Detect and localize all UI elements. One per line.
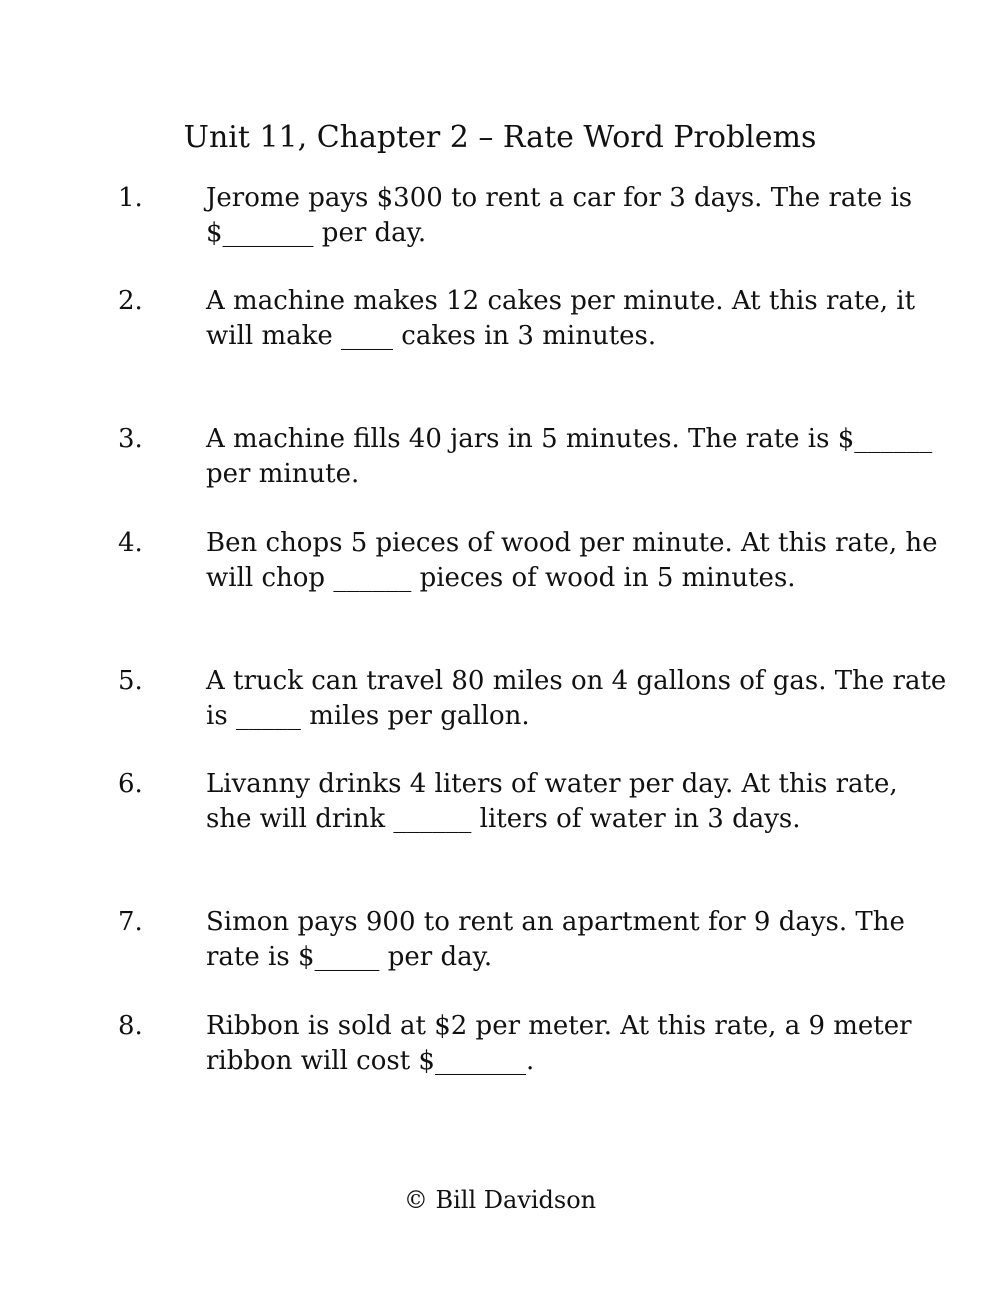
problem-line: per minute.: [206, 459, 360, 489]
problem-line: is _____ miles per gallon.: [206, 701, 530, 731]
problem-number: 2.: [118, 286, 143, 316]
problem-line: will make ____ cakes in 3 minutes.: [206, 321, 657, 351]
problem-number: 3.: [118, 424, 143, 454]
problem-line: A machine fills 40 jars in 5 minutes. The rate is $______: [206, 424, 933, 454]
problem-text: [206, 767, 946, 837]
problem-line: Livanny drinks 4 liters of water per day. At this rate,: [206, 769, 898, 799]
problem-text: [206, 905, 946, 975]
problem-line: will chop ______ pieces of wood in 5 minutes.: [206, 563, 796, 593]
problem-number: 5.: [118, 666, 143, 696]
problem-text: [206, 1009, 946, 1079]
problem-text: [206, 422, 946, 492]
problem-number: 8.: [118, 1011, 143, 1041]
problem-number: 1.: [118, 183, 143, 213]
copyright-footer: © Bill Davidson: [403, 1186, 597, 1214]
problem-line: $_______ per day.: [206, 218, 427, 248]
problem-text: [206, 664, 946, 734]
problem-line: Simon pays 900 to rent an apartment for 9 days. The: [206, 907, 905, 937]
problem-number: 4.: [118, 528, 143, 558]
problem-text: [206, 181, 946, 251]
problem-number: 6.: [118, 769, 143, 799]
page-title: Unit 11, Chapter 2 – Rate Word Problems: [183, 120, 817, 155]
problem-line: ribbon will cost $_______.: [206, 1046, 535, 1076]
problem-line: she will drink ______ liters of water in 3 days.: [206, 804, 801, 834]
problem-line: Ribbon is sold at $2 per meter. At this rate, a 9 meter: [206, 1011, 912, 1041]
problem-text: [206, 284, 946, 354]
problem-line: A machine makes 12 cakes per minute. At this rate, it: [206, 286, 916, 316]
problem-number: 7.: [118, 907, 143, 937]
problem-line: Jerome pays $300 to rent a car for 3 days. The rate is: [206, 183, 913, 213]
problem-text: [206, 526, 946, 596]
problem-line: A truck can travel 80 miles on 4 gallons of gas. The rate: [206, 666, 947, 696]
problem-line: rate is $_____ per day.: [206, 942, 493, 972]
problem-line: Ben chops 5 pieces of wood per minute. At this rate, he: [206, 528, 938, 558]
